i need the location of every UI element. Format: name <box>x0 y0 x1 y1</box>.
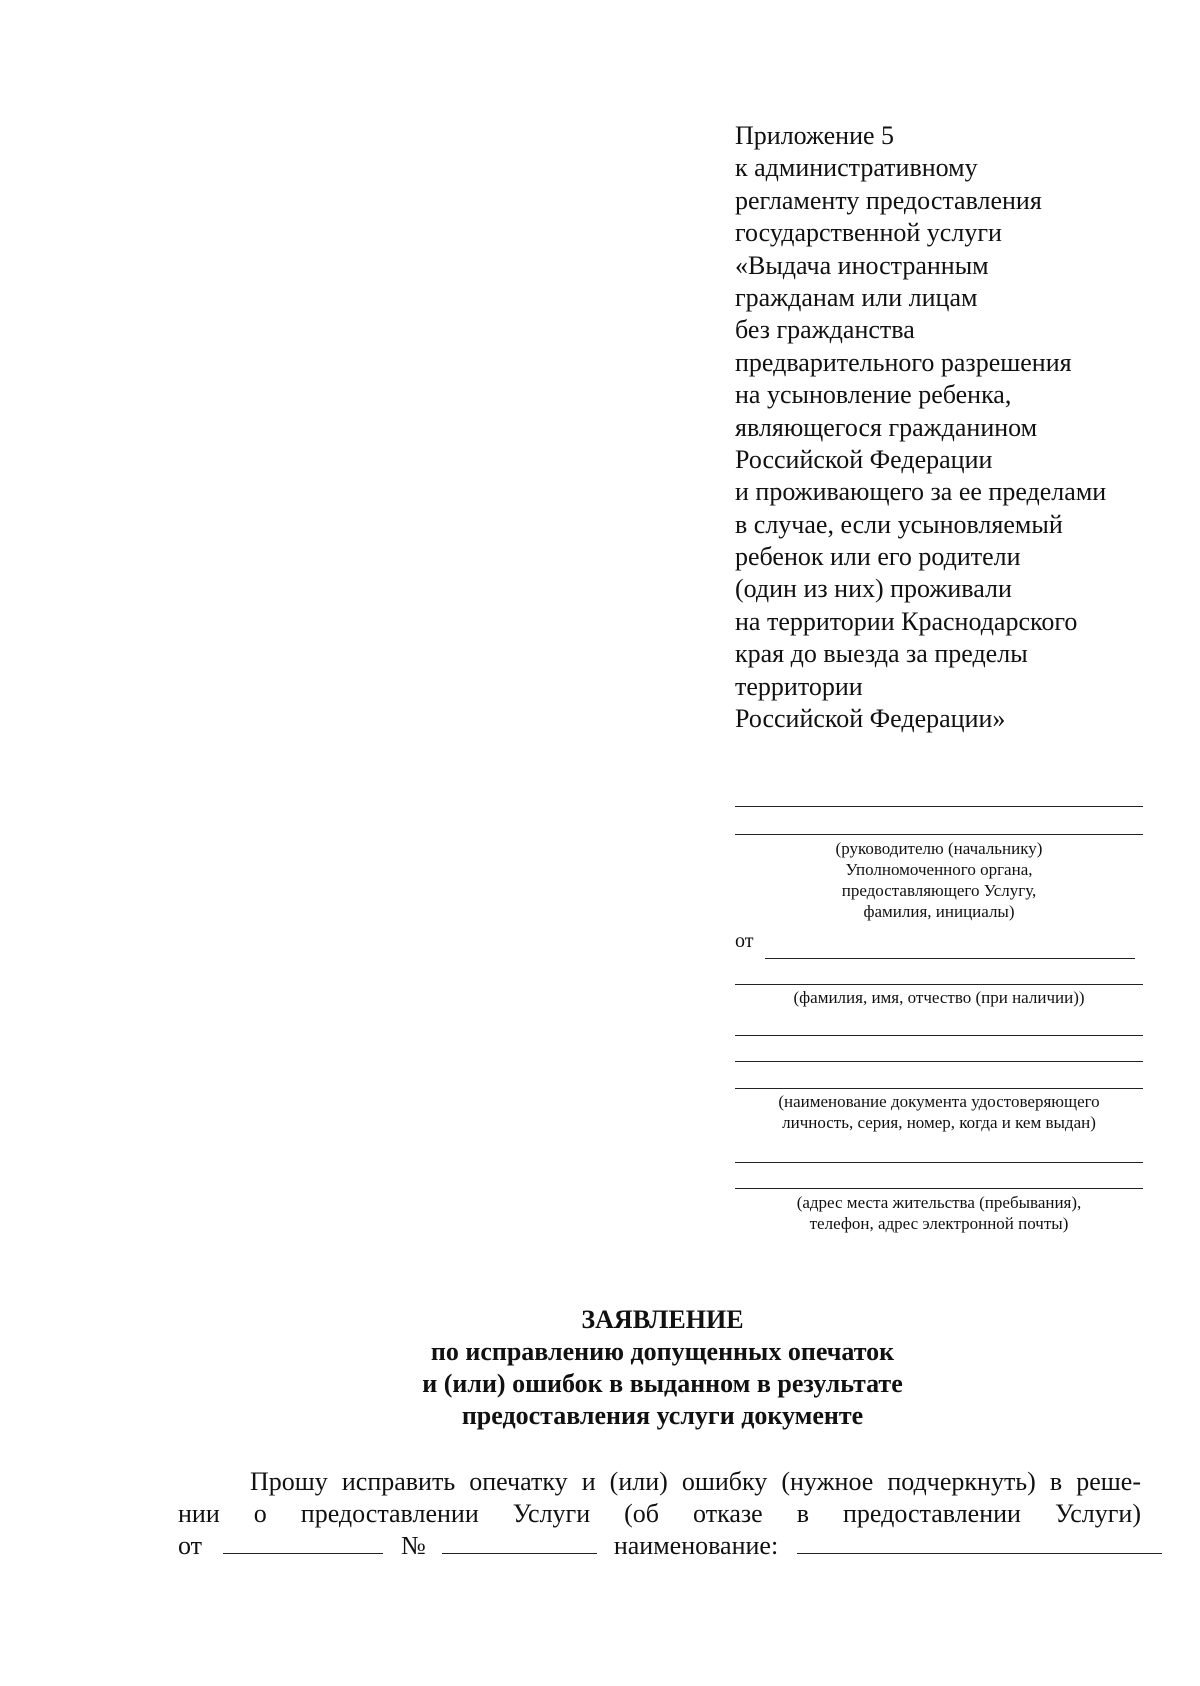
annex-line: Приложение 5 <box>735 121 895 150</box>
addressee-caption: (руководителю (начальнику) Уполномоченного органа, предоставляющего Услугу, фамилия, инициалы) <box>835 839 1043 921</box>
body-line-3 <box>178 1530 1141 1562</box>
annex-header <box>735 120 1106 735</box>
annex-line: территории <box>735 671 863 701</box>
statement-title <box>0 1304 1200 1432</box>
annex-line: гражданам или лицам <box>735 282 978 312</box>
annex-line: предварительного разрешения <box>735 347 1072 377</box>
addressee-blank-line[interactable] <box>735 806 1143 807</box>
annex-line: к административному <box>735 153 978 183</box>
annex-line: Российской Федерации» <box>735 704 1006 734</box>
subtitle-line: по исправлению допущенных опечаток <box>430 1337 895 1366</box>
annex-line: являющегося гражданином <box>735 412 1038 442</box>
body-from-label: от <box>178 1531 203 1560</box>
annex-line: ребенок или его родители <box>735 542 1021 572</box>
document-name-field[interactable] <box>797 1531 1162 1554</box>
subtitle-line: предоставления услуги документе <box>461 1401 864 1430</box>
document-blank-line[interactable] <box>735 1088 1143 1089</box>
body-line-2: нии о предоставлении Услуги (об отказе в предоставлении Услуги) <box>178 1499 1141 1528</box>
subtitle-line: и (или) ошибок в выданном в результате <box>422 1369 903 1398</box>
annex-line: на усыновление ребенка, <box>735 380 1012 410</box>
annex-line: регламенту предоставления <box>735 185 1042 215</box>
document-blank-line[interactable] <box>735 1061 1143 1062</box>
annex-line: без гражданства <box>735 315 915 345</box>
annex-line: края до выезда за пределы <box>735 639 1028 669</box>
document-caption: (наименование документа удостоверяющего личность, серия, номер, когда и кем выдан) <box>778 1092 1100 1132</box>
addressee-blank-line[interactable] <box>735 834 1143 835</box>
name-label: наименование: <box>613 1531 779 1560</box>
fio-caption: (фамилия, имя, отчество (при наличии)) <box>793 988 1085 1007</box>
annex-line: на территории Краснодарского <box>735 606 1078 636</box>
annex-line: государственной услуги <box>735 218 1002 248</box>
body-line-1: Прошу исправить опечатку и (или) ошибку (нужное подчеркнуть) в реше- <box>250 1467 1141 1496</box>
document-blank-line[interactable] <box>735 1035 1143 1036</box>
annex-line: в случае, если усыновляемый <box>735 509 1063 539</box>
date-field[interactable] <box>223 1531 383 1554</box>
annex-line: (один из них) проживали <box>735 574 1012 604</box>
annex-line: «Выдача иностранным <box>735 250 989 280</box>
statement-body <box>178 1466 1141 1562</box>
address-caption: (адрес места жительства (пребывания), телефон, адрес электронной почты) <box>796 1193 1082 1233</box>
from-label: от <box>735 930 754 952</box>
from-blank-line[interactable] <box>765 958 1135 959</box>
annex-line: и проживающего за ее пределами <box>735 477 1107 507</box>
title-main: ЗАЯВЛЕНИЕ <box>581 1305 744 1334</box>
fio-blank-line[interactable] <box>735 984 1143 985</box>
annex-line: Российской Федерации <box>735 444 993 474</box>
number-field[interactable] <box>442 1531 597 1554</box>
address-blank-line[interactable] <box>735 1188 1143 1189</box>
address-blank-line[interactable] <box>735 1162 1143 1163</box>
number-sign: № <box>401 1531 426 1560</box>
